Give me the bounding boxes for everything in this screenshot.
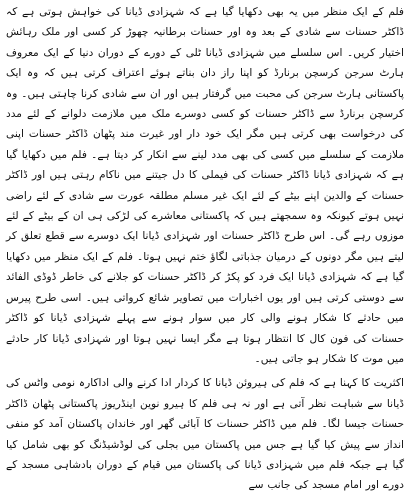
article-paragraph: اکثریت کا کہنا ہے کہ فلم کی ہیروئن ڈیانا کا کردار ادا کرنے والی اداکارہ نومی واٹس کی ڈیانا سے شباہت نظر آتی ہے اور نہ ہی فلم کا ہیرو نوین اینڈریوز پاکستانی پٹھان ڈاکٹر حسنات جیسا لگا۔ فلم میں ڈاکٹر حسنات کا آبائی گھر اور خاندان پاکستان آمد کو منفی انداز سے پیش کیا گیا ہے جس میں پاکستان میں بجلی کی لوڈشیڈنگ کو بھی شامل کیا گیا ہے جبکہ فلم میں شہزادی ڈیانا کی پاکستان میں قیام کے دوران بادشاہی مسجد کے دورے اور امام مسجد کی جانب سے: [6, 377, 404, 492]
article-paragraph: فلم کے ایک منظر میں یہ بھی دکھایا گیا ہے کہ شہزادی ڈیانا کی خواہش ہوتی ہے کہ ڈاکٹر حسنات سے شادی کے بعد وہ اور حسنات برطانیہ چھوڑ کر کسی اور ملک رہائش اختیار کریں۔ اس سلسلے میں شہزادی ڈیانا ٹلی کے دورے کے دوران دنیا کے ایک معروف ہارٹ سرجن کرسچن برنارڈ کو اپنا راز دان بناتے ہوئے اعتراف کرتی ہیں کہ وہ ایک پاکستانی ہارٹ سرجن کی محبت میں گرفتار ہیں اور ان سے شادی کرنا چاہتی ہیں۔ وہ کرسچن برنارڈ سے ڈاکٹر حسنات کو کسی دوسرے ملک میں ملازمت دلوانے کے لئے مدد کی درخواست بھی کرتی ہیں مگر ایک خود دار اور غیرت مند پٹھان ڈاکٹر حسنات اپنی ملازمت کے سلسلے میں کسی کی بھی مدد لینے سے انکار کر دیتا ہے۔ فلم میں دکھایا گیا ہے کہ شہزادی ڈیانا ڈاکٹر حسنات کی فیملی کا دل جیتنے میں ناکام رہتی ہیں اور ڈاکٹر حسنات کے والدین اپنے بیٹے کے لئے ایک غیر مسلم مطلقہ عورت سے شادی کے لئے راضی نہیں ہوتے کیونکہ وہ سمجھتے ہیں کہ پاکستانی معاشرے کی لڑکی ہی ان کے بیٹے کے لئے موزوں رہے گی۔ اس طرح ڈاکٹر حسنات اور شہزادی ڈیانا ایک دوسرے سے قطع تعلق کر لیتے ہیں مگر دونوں کے درمیان جذباتی لگاؤ ختم نہیں ہوتا۔ فلم کے ایک منظر میں دکھایا گیا ہے کہ شہزادی ڈیانا ایک فرد کو پکڑ کر ڈاکٹر حسنات کو جلانے کی خاطر ڈوڈی الفائد سے دوستی کرتی ہیں اور یوں اخبارات میں تصاویر شائع کرواتی ہیں۔ اسی طرح پیرس میں حادثے کا شکار ہونے والی کار میں سوار ہونے سے پہلے شہزادی ڈیانا کو ڈاکٹر حسنات کی فون کال کا انتظار ہوتا ہے مگر ایسا نہیں ہوتا اور شہزادی ڈیانا کار حادثے میں موت کا شکار ہو جاتی ہیں۔: [6, 6, 404, 365]
